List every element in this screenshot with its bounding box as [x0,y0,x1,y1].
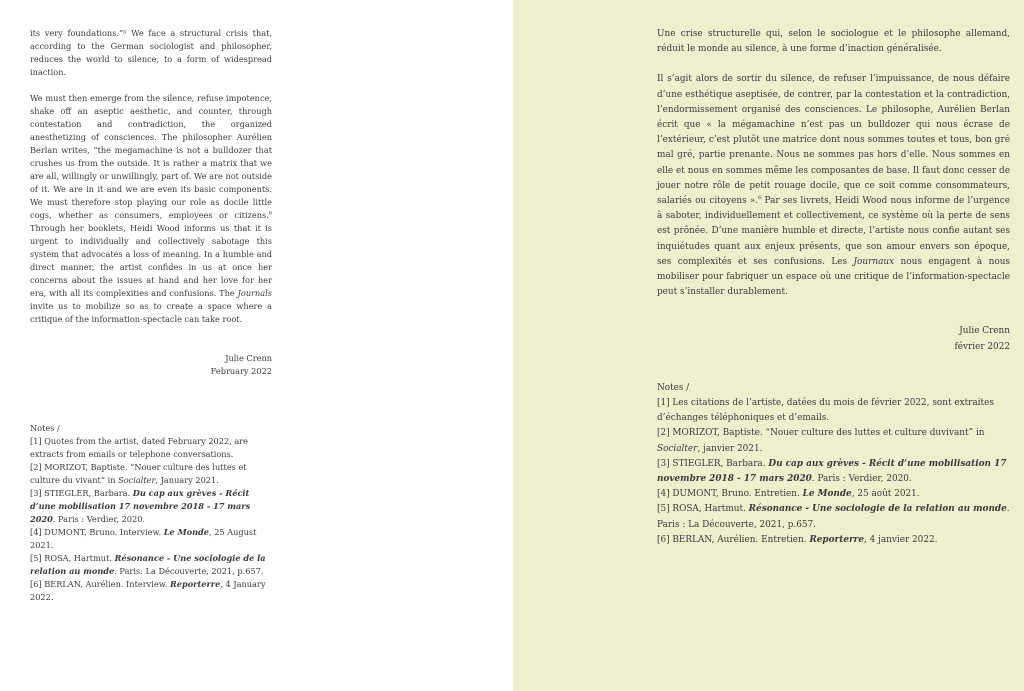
signature-block [30,352,272,378]
notes-title: Notes / [657,382,690,393]
note-item: [2] MORIZOT, Baptiste. “Nouer culture des luttes et culture du vivant” in Socialter, January 2021. [30,462,247,485]
note-item: [4] DUMONT, Bruno. Interview. Le Monde, 25 August 2021. [30,527,257,550]
note-item: [1] Quotes from the artist, dated February 2022, are extracts from emails or telephone conversations. [30,436,249,459]
notes-section [30,422,272,604]
paragraph-2-part-3: invite us to mobilize so as to create a space where a critique of the information-spectacle can take root. [30,301,272,324]
signature-date: February 2022 [210,366,272,376]
note-item: [1] Les citations de l’artiste, datées du mois de février 2022, sont extraites d’échanges téléphoniques et d’emails. [657,398,994,424]
paragraph-1: Une crise structurelle qui, selon le sociologue et le philosophe allemand, réduit le monde au silence, à une forme d’inaction généralisée. [657,29,1010,55]
notes-section [657,381,1010,548]
note-item: [6] BERLAN, Aurélien. Entretien. Reporterre, 4 janvier 2022. [657,534,938,545]
left-text-column [30,27,272,604]
note-item: [3] STIEGLER, Barbara. Du cap aux grèves - Récit d’une mobilisation 17 novembre 2018 - 17 mars 2020. Paris : Verdier, 2020. [30,488,251,524]
paragraph-2 [657,72,1010,300]
paragraph-2-part-1: We must then emerge from the silence, refuse impotence, shake off an aseptic aesthetic, and counter, through contestation and contradiction, the organized anesthetizing of consciences. The philosopher Aurélien Berlan writes, “the megamachine is not a bulldozer that crushes us from the outside. It is rather a matrix that we are all, willingly or unwillingly, part of. We are not outside of it. We are in it and we are even its basic components. We must therefore stop playing our role as docile little cogs, whether as consumers, employees or citizens. [30,93,272,220]
footnote-ref-6: 6 [268,210,272,217]
journaux-title: Journaux [853,256,895,267]
note-item: [5] ROSA, Hartmut. Résonance - Une sociologie de la relation au monde. Paris: La Découverte, 2021, p.657. [30,553,266,576]
author-name: Julie Crenn [959,326,1010,337]
right-text-column [657,27,1010,548]
paragraph-2 [30,92,272,326]
paragraph-2-part-3: nous engagent à nous mobiliser pour fabriquer un espace où une critique de l’information-spectacle peut s’installer durablement. [657,256,1010,298]
right-page-french [513,0,1024,691]
note-item: [4] DUMONT, Bruno. Entretien. Le Monde, 25 août 2021. [657,489,920,500]
paragraph-2-part-2: Par ses livrets, Heidi Wood nous informe de l’urgence à saboter, individuellement et collectivement, ce système où la perte de sens est prônée. D’une manière humble et directe, l’artiste nous confie autant ses inquiétudes quant aux enjeux présents, que son amour envers son époque, ses complexités et ses confusions. Les [657,196,1010,267]
footnote-ref-6: 6 [758,195,762,202]
note-item: [3] STIEGLER, Barbara. Du cap aux grèves - Récit d’une mobilisation 17 novembre 2018 - 17 mars 2020. Paris : Verdier, 2020. [657,458,1007,485]
note-item: [6] BERLAN, Aurélien. Interview. Reporterre, 4 January 2022. [30,579,266,602]
paragraph-2-part-1: Il s’agit alors de sortir du silence, de refuser l’impuissance, de nous défaire d’une esthétique aseptisée, de contrer, par la contestation et la contradiction, l’endormissement organisé des consciences. Le philosophe, Aurélien Berlan écrit que « la mégamachine n’est pas un bulldozer qui nous écrase de l’extérieur, c’est plutôt une matrice dont nous sommes toutes et tous, bon gré mal gré, partie prenante. Nous ne sommes pas hors d’elle. Nous sommes en elle et nous en sommes même les composantes de base. Il faut donc cesser de jouer notre rôle de petit rouage docile, que ce soit comme consommateurs, salariés ou citoyens ». [657,74,1010,207]
notes-title: Notes / [30,423,60,433]
paragraph-1: its very foundations.”⁵ We face a structural crisis that, according to the German sociologist and philosopher, reduces the world to silence, to a form of widespread inaction. [30,28,272,77]
author-name: Julie Crenn [225,353,272,363]
paragraph-2-part-2: Through her booklets, Heidi Wood informs us that it is urgent to individually and collectively sabotage this system that advocates a loss of meaning. In a humble and direct manner, the artist confides in us at once her concerns about the issues at hand and her love for her era, with all its complexities and confusions. The [30,223,272,298]
signature-block [657,324,1010,354]
note-item: [5] ROSA, Hartmut. Résonance - Une sociologie de la relation au monde. Paris : La Découverte, 2021, p.657. [657,504,1010,530]
signature-date: février 2022 [954,341,1010,352]
note-item: [2] MORIZOT, Baptiste. “Nouer culture des luttes et culture duvivant” in Socialter, janvier 2021. [657,428,985,454]
journals-title: Journals [237,288,272,298]
